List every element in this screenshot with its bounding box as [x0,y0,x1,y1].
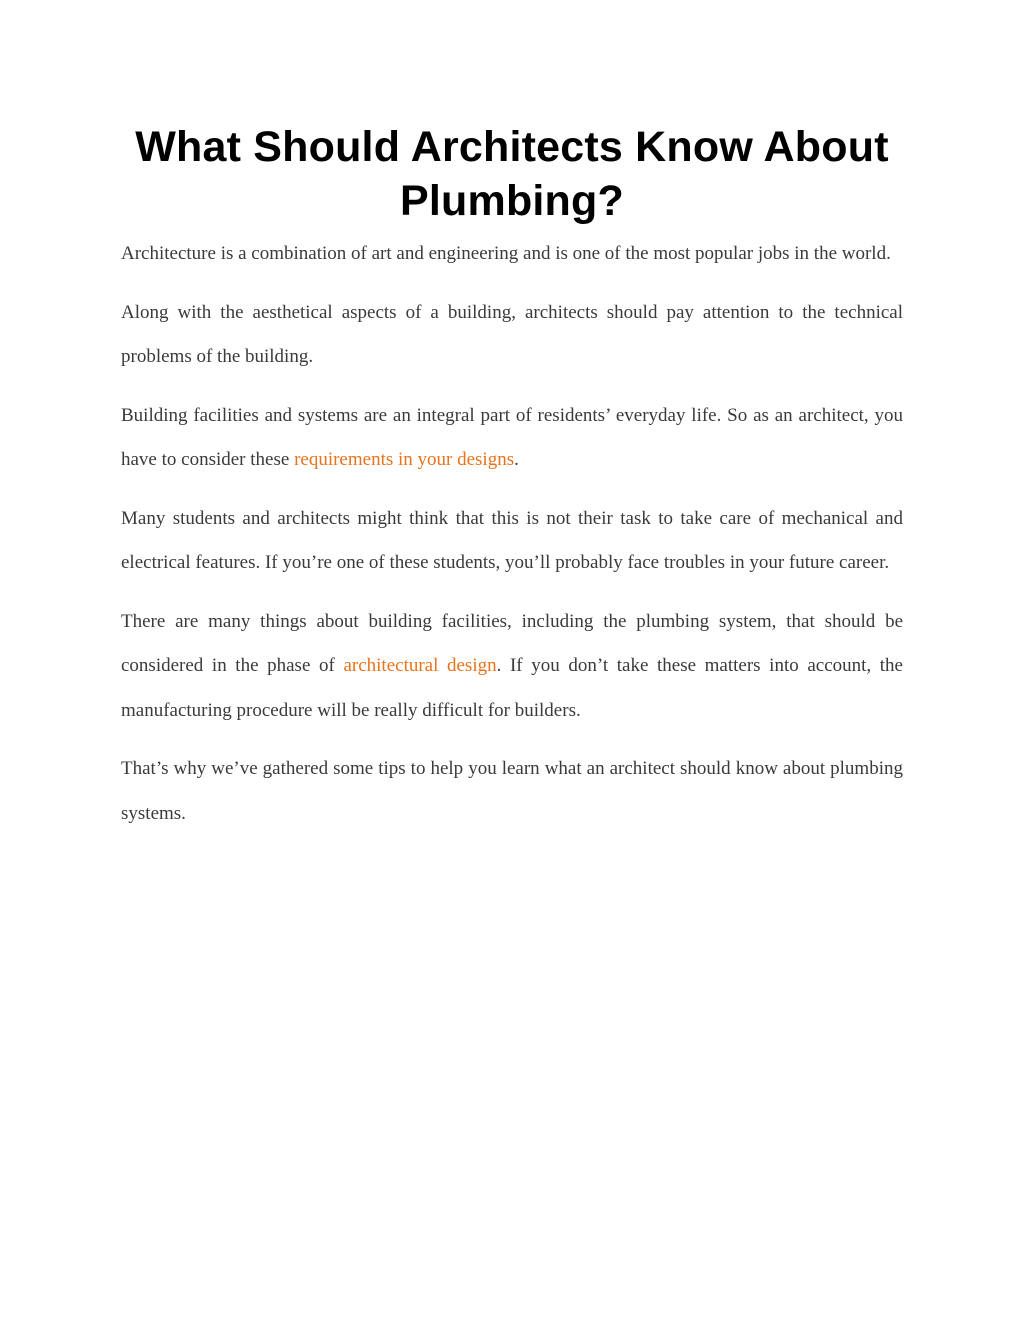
paragraph-facilities-end: . [514,449,519,470]
paragraph-students: Many students and architects might think that this is not their task to take care of mechanical and electrical features. If you’re one of these students, you’ll probably face troubles in your future career. [121,507,903,573]
paragraph-aesthetics: Along with the aesthetical aspects of a building, architects should pay attention to the technical problems of the building. [121,301,903,367]
paragraph-tips: That’s why we’ve gathered some tips to help you learn what an architect should know about plumbing systems. [121,758,903,824]
paragraph-facilities [121,394,903,483]
paragraph-design-phase-text: There are many things about building facilities, including the plumbing system, that should be considered in the phase of [121,610,903,676]
page-title: What Should Architects Know About Plumbing? [135,123,889,225]
paragraph-design-phase-end: . If you don’t take these matters into account, the manufacturing procedure will be really difficult for builders. [121,655,903,721]
paragraph-facilities-text: Building facilities and systems are an integral part of residents’ everyday life. So as an architect, you have to consider these [121,404,903,470]
paragraph-design-phase [121,600,903,734]
paragraph-intro: Architecture is a combination of art and engineering and is one of the most popular jobs in the world. [121,243,891,264]
requirements-link[interactable]: requirements in your designs [294,449,515,470]
architectural-design-link[interactable]: architectural design [343,655,497,676]
article [121,120,903,836]
